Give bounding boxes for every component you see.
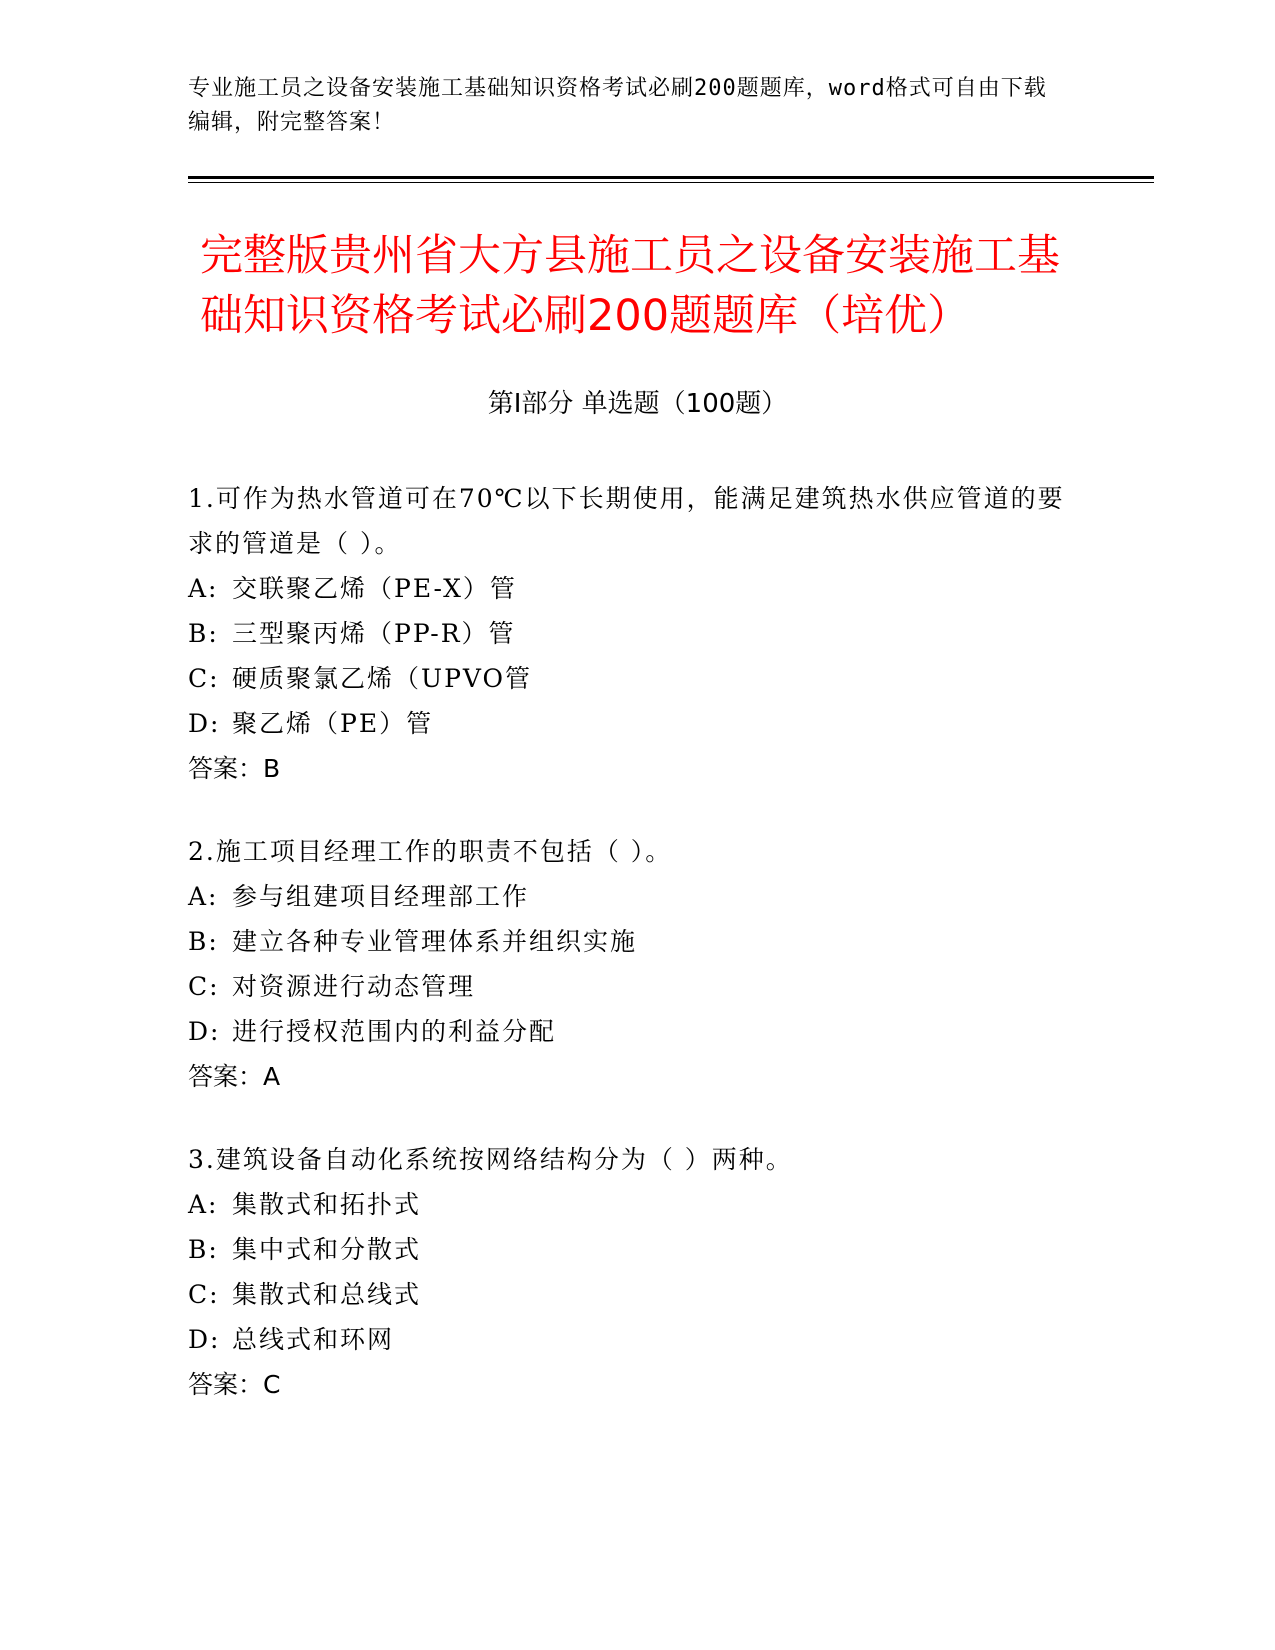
option-c xyxy=(188,656,1088,701)
option-letter: C: xyxy=(188,972,220,1001)
option-b xyxy=(188,611,1088,656)
answer: 答案：C xyxy=(188,1370,281,1399)
answer: 答案：A xyxy=(188,1062,281,1091)
option-letter: C: xyxy=(188,664,220,693)
answer: 答案：B xyxy=(188,754,281,783)
question-stem: 3.建筑设备自动化系统按网络结构分为（ ）两种。 xyxy=(188,1145,793,1174)
question-3 xyxy=(188,1137,1088,1407)
question-1 xyxy=(188,476,1088,791)
option-d xyxy=(188,701,1088,746)
question-stem: 1.可作为热水管道可在70℃以下长期使用，能满足建筑热水供应管道的要求的管道是（ ）。 xyxy=(188,484,1065,558)
option-text: 总线式和环网 xyxy=(232,1325,395,1354)
option-letter: B: xyxy=(188,619,219,648)
option-text: 进行授权范围内的利益分配 xyxy=(232,1017,557,1046)
header-divider-thick xyxy=(188,176,1154,179)
option-letter: D: xyxy=(188,1017,221,1046)
option-text: 三型聚丙烯（PP-R）管 xyxy=(232,619,516,648)
option-letter: C: xyxy=(188,1280,220,1309)
question-2 xyxy=(188,829,1088,1099)
option-text: 集中式和分散式 xyxy=(232,1235,422,1264)
option-letter: B: xyxy=(188,927,219,956)
option-c xyxy=(188,1272,1088,1317)
option-a xyxy=(188,566,1088,611)
header-divider-thin xyxy=(188,182,1154,183)
option-b xyxy=(188,919,1088,964)
option-letter: A: xyxy=(188,882,219,911)
option-d xyxy=(188,1317,1088,1362)
option-c xyxy=(188,964,1088,1009)
option-text: 集散式和拓扑式 xyxy=(232,1190,422,1219)
option-letter: D: xyxy=(188,709,221,738)
option-letter: A: xyxy=(188,1190,219,1219)
section-heading: 第Ⅰ部分 单选题（100题） xyxy=(487,389,788,419)
option-letter: D: xyxy=(188,1325,221,1354)
question-list xyxy=(188,476,1088,1445)
header-note: 专业施工员之设备安装施工基础知识资格考试必刷200题题库，word格式可自由下载编辑，附完整答案！ xyxy=(188,76,1047,135)
option-letter: B: xyxy=(188,1235,219,1264)
option-text: 参与组建项目经理部工作 xyxy=(232,882,530,911)
question-stem: 2.施工项目经理工作的职责不包括（ ）。 xyxy=(188,837,673,866)
option-text: 交联聚乙烯（PE-X）管 xyxy=(232,574,517,603)
option-text: 聚乙烯（PE）管 xyxy=(232,709,434,738)
option-text: 对资源进行动态管理 xyxy=(232,972,476,1001)
option-a xyxy=(188,1182,1088,1227)
option-text: 集散式和总线式 xyxy=(232,1280,422,1309)
option-text: 建立各种专业管理体系并组织实施 xyxy=(232,927,638,956)
option-b xyxy=(188,1227,1088,1272)
document-title: 完整版贵州省大方县施工员之设备安装施工基础知识资格考试必刷200题题库（培优） xyxy=(200,231,1060,341)
option-d xyxy=(188,1009,1088,1054)
option-text: 硬质聚氯乙烯（UPVO管 xyxy=(232,664,533,693)
option-letter: A: xyxy=(188,574,219,603)
option-a xyxy=(188,874,1088,919)
